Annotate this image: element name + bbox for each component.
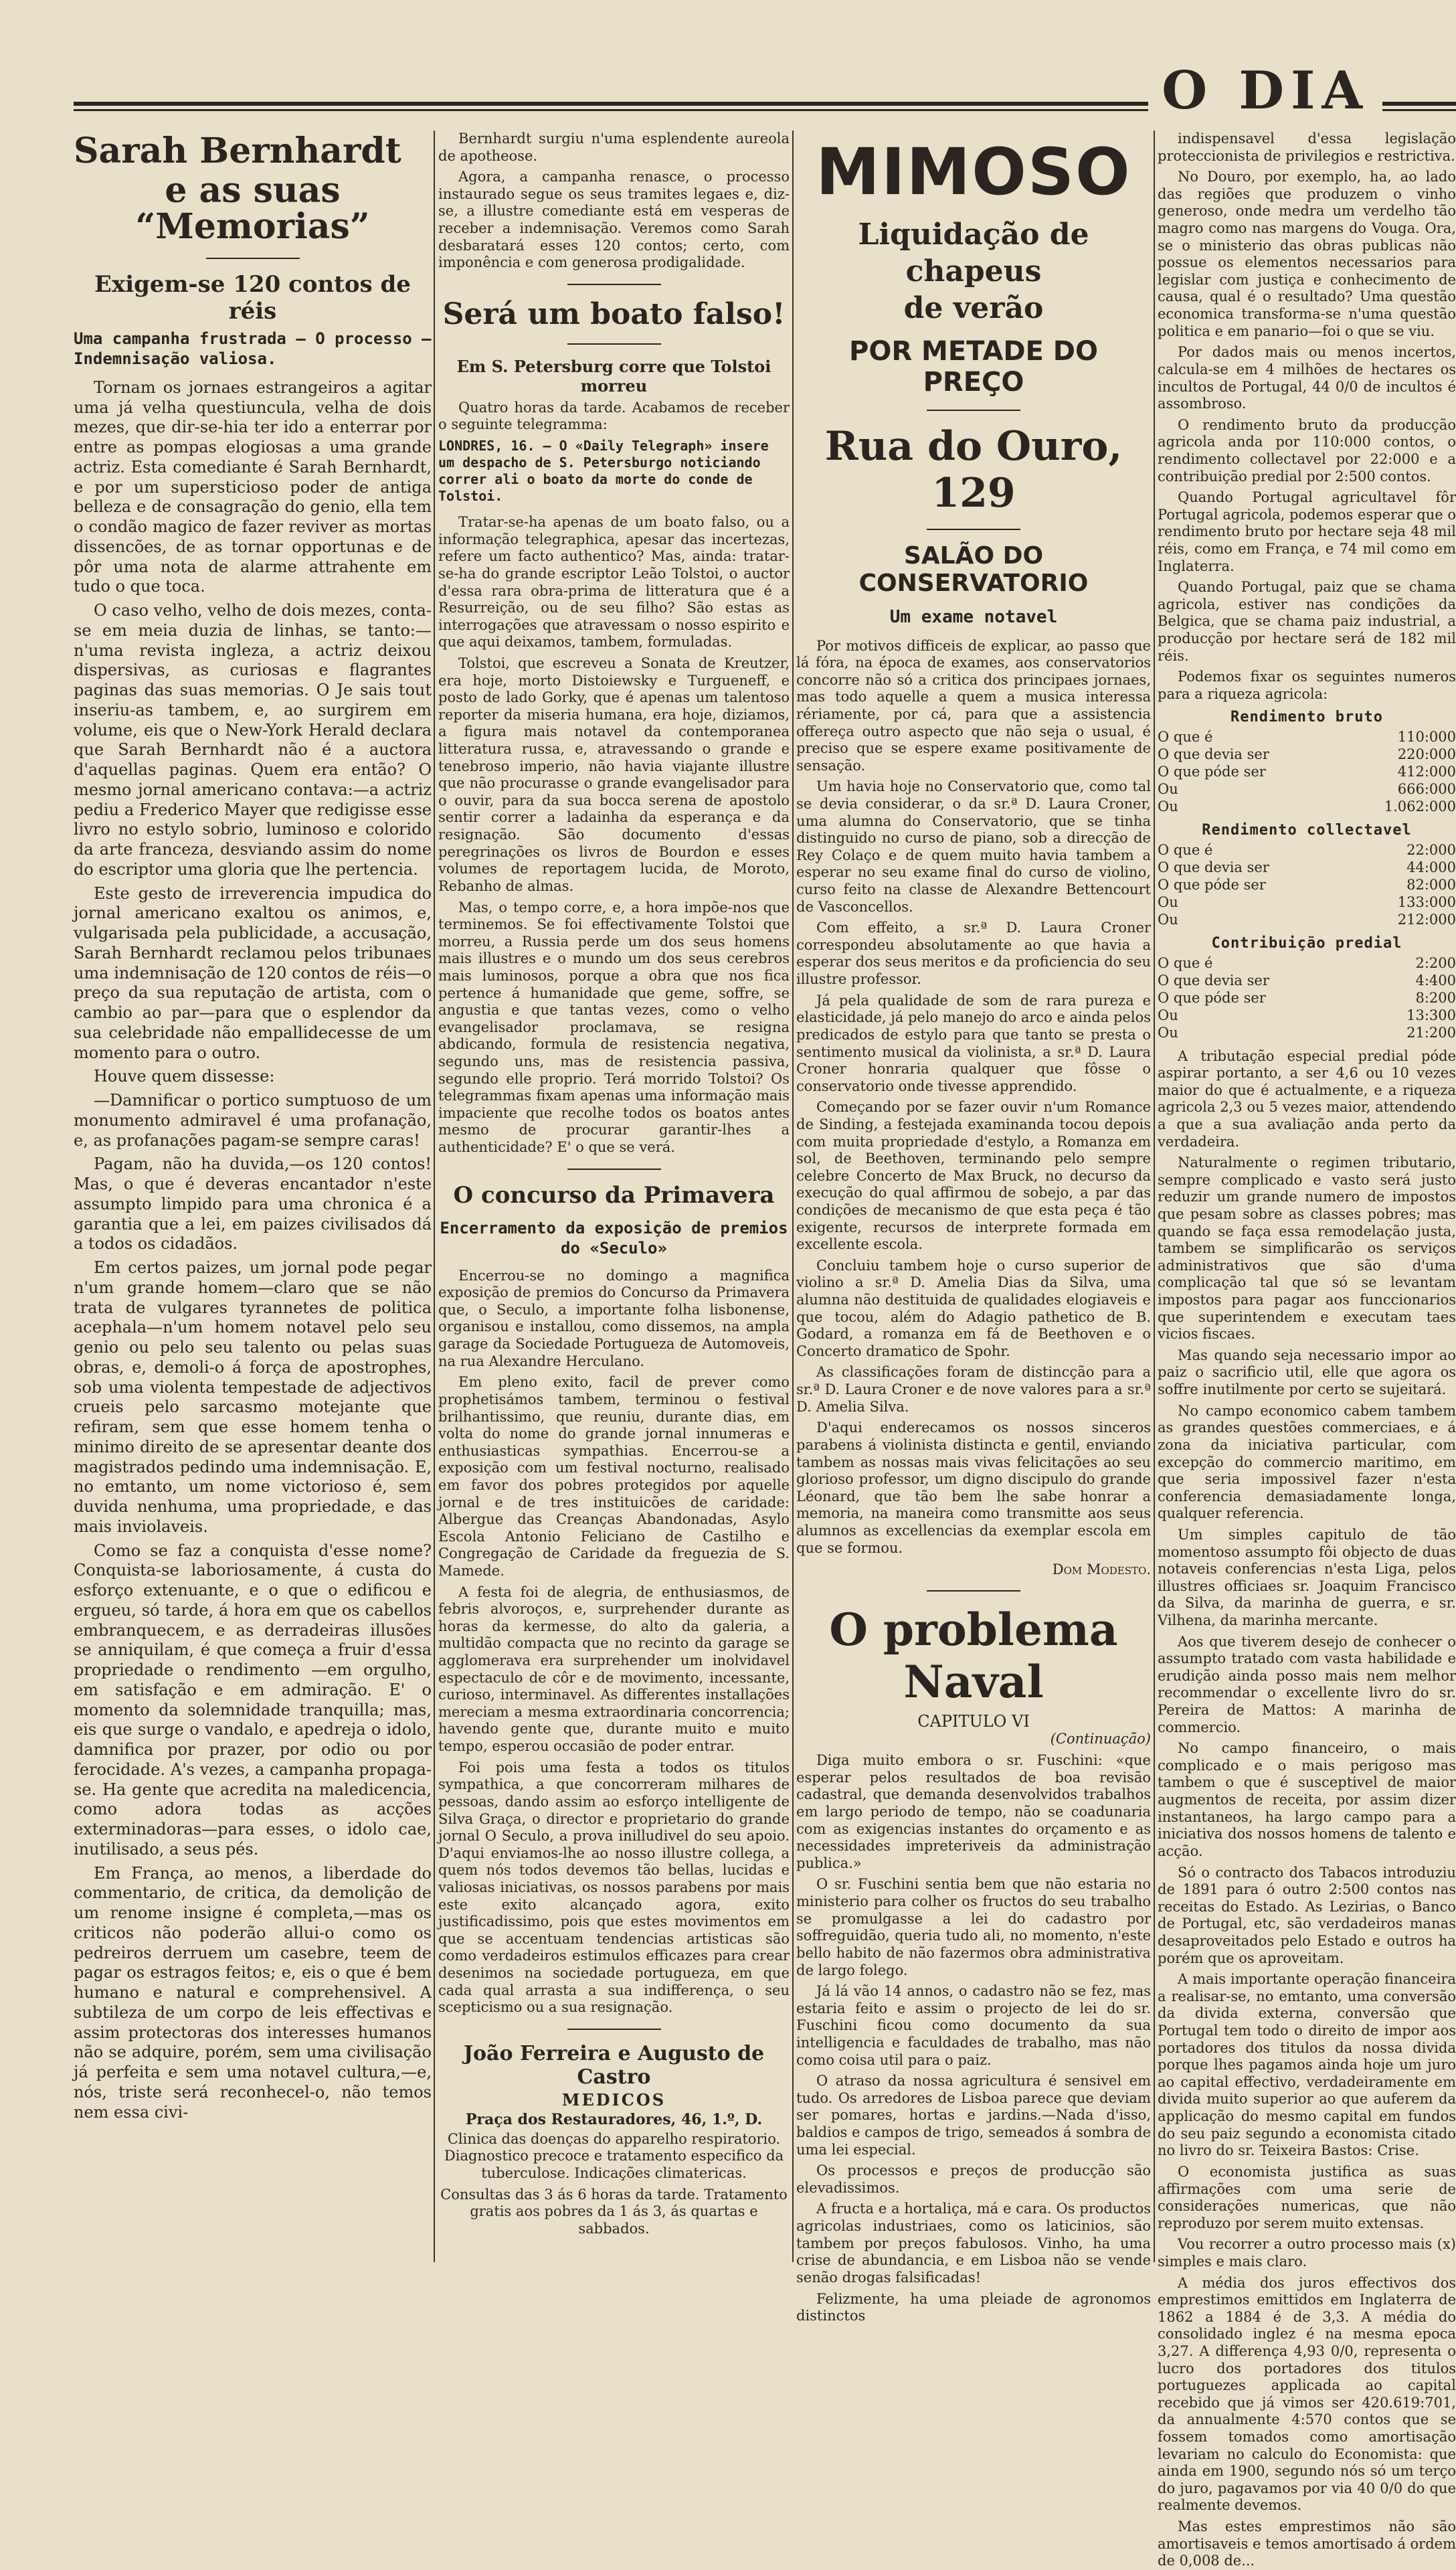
row-value: 220:000 [1397,746,1456,762]
row-label: Ou [1158,911,1178,928]
article-continuation [1158,131,1456,703]
table-row [1158,859,1456,876]
paragraph: Já pela qualidade de som de rara pureza e elasticidade, já pelo manejo do arco e ainda pelos predicados de estylo para que tanto se presta o sentimento musical da violinista, a sr.ª D. Laura Croner honraria qualquer que fôsse o conservatorio onde tivesse apprendido. [796,992,1151,1094]
table-row [1158,954,1456,972]
article-body [74,378,432,2123]
ad-text: Clinica das doenças do apparelho respiratorio. Diagnostico precoce e tratamento especifico da tuberculose. Indicações climatericas. [444,2130,784,2182]
paragraph: Encerrou-se no domingo a magnifica exposição de premios do Concurso da Primavera que, o Seculo, a importante folha lisbonense, organisou e installou, como dissemos, na ampla garage da Sociedade Portugueza de Automoveis, na rua Alexandre Herculano. [438,1267,790,1369]
row-value: 21:200 [1406,1024,1456,1041]
paragraph: A mais importante operação financeira a realisar-se, no emtanto, uma conversão da divida externa, conversão que Portugal tem todo o direito de impor aos portadores dos titulos da nossa divida porque lhes pagamos ainda hoje um juro ao capital effectivo, verdadeiramente em divida muito superior ao que auferem da applicação do mesmo capital em fundos do seu paiz segundo a economista citado no livro do sr. Teixeira Bastos: Crise. [1158,1971,1456,2159]
exame-body [796,638,1151,1557]
subheadline-tolstoi: Em S. Petersburg corre que Tolstoi morreu [456,356,771,396]
paragraph: O rendimento bruto da producção agricola anda por 110:000 contos, o rendimento collectavel por 22:000 e a contribuição predial por 2:500 contos. [1158,416,1456,485]
divider [927,410,1020,411]
paragraph: Em França, ao menos, a liberdade do commentario, de critica, da demolição de um renome insigne é completa,—mas os criticos não poderão allui-o como os pedreiros derruem um casebre, teem de pagar os estragos feitos; e, eis o que é bem humano e natural e comprehensivel. A subtileza de um corpo de leis effectivas e assim protectoras dos interesses humanos não se adquire, porém, sem uma civilisação já perfeita e sem uma notavel cultura,—e, nós, triste será reconhecel-o, não temos nem essa civi- [74,1863,432,2122]
column-3 [796,131,1151,2324]
paragraph: O atraso da nossa agricultura é sensivel em tudo. Os arredores de Lisboa parece que deviam ser pomares, hortas e jardins.—Nada d'isso, baldios e campos de trigo, semeados á sombra de uma lei especial. [796,2073,1151,2158]
subheadline-exame: Um exame notavel [889,607,1058,627]
paragraph: Foi pois uma festa a todos os titulos sympathica, a que concorreram milhares de pessoas, dando assim ao esforço intelligente de Silva Graça, o director e proprietario do grande jornal O Seculo, a prova inilludivel do seu apoio. D'aqui enviamos-lhe ao nosso illustre collega, a quem nós todos devemos tão bellas, lucidas e valiosas iniciativas, os nossos parabens por mais este exito alcançado agora, exito justificadissimo, pois que estes movimentos em que se accentuam tendencias artisticas são como verdadeiros estimulos efficazes para crear desenimos na sociedade portugueza, em que cada qual arrasta a sua indifferença, o seu scepticismo ou a sua resignação. [438,1759,790,2016]
row-label: O que devia ser [1158,859,1269,875]
row-label: Ou [1158,798,1178,815]
table-title: Contribuição predial [1211,934,1402,952]
divider [206,258,300,259]
paragraph: Diga muito embora o sr. Fuschini: «que esperar pelos resultados de boa revisão cadastral, que demanda desenvolvidos trabalhos em largo periodo de tempo, não se coadunaria com as exigencias instantes do orçamento e as necessidades impreteriveis da administração publica.» [796,1752,1151,1871]
column-2 [438,131,790,2262]
table-row [1158,841,1456,859]
row-label: Ou [1158,780,1178,797]
table-row [1158,746,1456,763]
divider [567,1169,661,1170]
table-title: Rendimento collectavel [1202,821,1412,839]
paragraph: O sr. Fuschini sentia bem que não estaria no ministerio para colher os fructos do seu trabalho se promulgasse a lei do cadastro por soffreguidão, queria tudo ali, no momento, n'este bello habito de não fazermos obra administrativa de largo folego. [796,1876,1151,1978]
table-row [1158,893,1456,911]
row-value: 1.062:000 [1384,798,1456,815]
section-conservatorio: SALÃO DO CONSERVATORIO [858,542,1089,597]
row-label: O que é [1158,841,1213,858]
signature: Dom Modesto. [1052,1561,1151,1578]
newspaper-title: O DIA [1148,60,1382,121]
ad-doctors-names: João Ferreira e Augusto de Castro [463,2041,765,2089]
table-row [1158,763,1456,780]
row-value: 13:300 [1406,1007,1456,1023]
paragraph: Como se faz a conquista d'esse nome? Conquista-se laboriosamente, á custa do esforço extenuante, e o que o edificou e ergueu, só tarde, á hora em que os cabellos embranquecem, e as derradeiras illusões se anniquilam, é que começa a fruir d'essa propriedade o rendimento —em orgulho, em satisfação e em admiração. E' o momento da solemnidade tranquilla; mas, eis que surge o vandalo, e apedreja o idolo, damnifica por prazer, por odio ou por ferocidade. A's vezes, a campanha propaga-se. Ha gente que acredita na maledicencia, como adora todas as acções exterminadoras—para esses, o idolo cae, inutilisado, a seus pés. [74,1541,432,1859]
paragraph: Quando Portugal, paiz que se chama agricola, estiver nas condições da Belgica, que se chama paiz industrial, a producção por hectare será de 182 mil réis. [1158,579,1456,664]
row-value: 2:200 [1415,954,1456,971]
row-value: 4:400 [1415,972,1456,989]
telegram: LONDRES, 16. — O «Daily Telegraph» insere um despacho de S. Petersburgo noticiando correr ali o boato da morte do conde de Tolstoi. [438,438,769,505]
table-row [1158,1024,1456,1041]
ad-price: POR METADE DO PREÇO [849,336,1098,398]
table-row [1158,972,1456,989]
paragraph: Por dados mais ou menos incertos, calcula-se em 4 milhões de hectares os incultos de Portugal, 44 0/0 de incultos é assombroso. [1158,344,1456,412]
paragraph: Podemos fixar os seguintes numeros para a riqueza agricola: [1158,669,1456,702]
tolstoi-intro: Quatro horas da tarde. Acabamos de receber o seguinte telegramma: [438,399,790,433]
ad-address: Rua do Ouro, 129 [824,423,1123,517]
row-value: 82:000 [1406,876,1456,893]
headline-sarah: Sarah Bernhardt [74,131,401,171]
paragraph: Tolstoi, que escreveu a Sonata de Kreutzer, era hoje, morto Distoiewsky e Turgueneff, e posto de lado Gorky, que é apenas um talentoso reporter da miseria humana, era hoje, diziamos, a figura mais notavel da contemporanea litteratura russa, e, atravessando o grande e tenebroso imperio, não havia viajante illustre que não procurasse o grande evangelisador para o ouvir, para da sua bocca serena de apostolo sentir correr a ladainha da esperança e da resignação. São documento d'essas peregrinações os livros de Bourdon e esses volumes de reportagem lucida, de Moroto, Rebanho de almas. [438,655,790,894]
row-label: O que devia ser [1158,972,1269,989]
article-deck: Uma campanha frustrada — O processo — Indemnisação valiosa. [74,329,432,368]
paragraph: O caso velho, velho de dois mezes, conta-se em meia duzia de linhas, se tanto:—n'uma revista ingleza, a actriz deixou dispersivas, as curiosas e flagrantes paginas das suas memorias. O Je sais tout inseriu-as tambem, e, ao surgirem em volume, eis que o New-York Herald declara que Sarah Bernhardt não é a auctora d'aquellas paginas. Quem era então? O mesmo jornal americano contava:—a actriz pediu a Frederico Mayer que redigisse esse livro no estylo sobrio, luminoso e colorido da arte franceza, desviando assim do nome do escriptor uma gloria que lhe pertencia. [74,601,432,879]
table-row [1158,798,1456,815]
paragraph: A fructa e a hortaliça, má e cara. Os productos agricolas industriaes, como os laticinios, são tambem por preços fabulosos. Vinho, ha uma crise de abundancia, e em Lisboa não se vende senão drogas falsificadas! [796,2201,1151,2286]
row-value: 412:000 [1397,763,1456,780]
row-label: O que póde ser [1158,876,1266,893]
ad-hours: Consultas das 3 ás 6 horas da tarde. Tratamento gratis aos pobres da 1 ás 3, ás quartas e sabbados. [440,2186,788,2237]
paragraph: As classificações foram de distincção para a sr.ª D. Laura Croner e de nove valores para a sr.ª D. Amelia Silva. [796,1364,1151,1415]
divider [927,529,1020,530]
statistics-table [1158,841,1456,928]
paragraph: Tornam os jornaes estrangeiros a agitar uma já velha questiuncula, velha de dois mezes, que dir-se-hia ter ido a enterrar por entre as pompas elogiosas a uma grande actriz. Esta comediante é Sarah Bernhardt, e por um supersticioso poder de antiga belleza e de consagração do genio, ella tem o condão magico de fazer reviver as mortas dissencões, de as tornar opportunas e de pôr uma nota de alarme attrahente em tudo o que toca. [74,377,432,596]
column-divider [1154,131,1155,2262]
paragraph: A tributação especial predial póde aspirar portanto, a ser 4,6 ou 10 vezes maior do que é actualmente, e a riqueza agricola 2,3 ou 5 vezes maior, attendendo a que a sua avaliação anda perto da verdadeira. [1158,1047,1456,1150]
paragraph: Só o contracto dos Tabacos introduziu de 1891 para ó outro 2:500 contos nas receitas do Estado. As Lezirias, o Banco de Portugal, etc, são verdadeiros manas desaproveitados pelo Estado e outros ha porém que os aproveitam. [1158,1864,1456,1966]
paragraph: A festa foi de alegria, de enthusiasmos, de febris alvoroços, e, surprehender durante as horas da kermesse, do alto da galeria, a multidão compacta que no recinto da garage se agglomerava era surprehender um inolvidavel espectaculo de côr e de movimento, incessante, curioso, interminavel. As differentes installações mereciam a mesma extraordinaria concorrencia; havendo gente que, durante muito e muito tempo, esperou occasião de poder entrar. [438,1583,790,1755]
paragraph: Bernhardt surgiu n'uma esplendente aureola de apotheose. [438,131,790,164]
paragraph: Em pleno exito, facil de prever como prophetisámos tambem, terminou o festival brilhantissimo, que reuniu, durante dias, em volta do nome do grande jornal innumeras e enthusiasticas sympathias. Encerrou-se a exposição com um festival nocturno, realisado em favor dos pobres protegidos por aquelle jornal e de tres instituicões de caridade: Albergue das Creanças Abandonadas, Asylo Escola Antonio Feliciano de Castilho e Congregação de Caridade da freguezia de S. Mamede. [438,1374,790,1579]
table-row [1158,911,1456,928]
article-continuation [438,131,790,272]
paragraph: O economista justifica as suas affirmações com uma serie de considerações numericas, que não reproduzo por serem muito extensas. [1158,2163,1456,2231]
paragraph: No campo financeiro, o mais complicado e o mais perigoso mas tambem o que é susceptivel de maior augmentos de receita, por assim dizer instantaneos, ha largo campo para a iniciativa dos nossos homens de talento e acção. [1158,1740,1456,1859]
row-label: O que póde ser [1158,989,1266,1006]
paragraph: Tratar-se-ha apenas de um boato falso, ou a informação telegraphica, apesar das incertezas, refere um facto authentico? Mas, ainda: tratar-se-ha do grande escriptor Leão Tolstoi, o auctor d'essa rara obra-prima de litteratura que é a Resurreição, ou de seu filho? São estas as interrogações que atravessam o nosso espirito e que aqui deixamos, tambem, formuladas. [438,514,790,651]
row-value: 8:200 [1415,989,1456,1006]
table-row [1158,780,1456,798]
ad-mimoso-title: MIMOSO [816,135,1131,209]
headline-concurso: O concurso da Primavera [453,1181,775,1209]
paragraph: Mas, o tempo corre, e, a hora impõe-nos que terminemos. Se foi effectivamente Tolstoi que morreu, a Russia perde um dos seus homens mais illustres e o mundo um dos seus cerebros mais luminosos, porque a obra que nos fica pertence á humanidade que geme, soffre, se angustia e que tantas vezes, como o velho evangelisador proclamava, se resigna abdicando, formula de resistencia negativa, segundo uns, mas de resistencia passiva, segundo elle proprio. Terá morrido Tolstoi? Os telegrammas fixam apenas uma informação mais impaciente que recolhe todos os boatos antes mesmo de procurar garantir-lhes a authenticidade? E' o que se verá. [438,899,790,1156]
paragraph: No Douro, por exemplo, ha, ao lado das regiões que produzem o vinho generoso, onde medra um verdelho tão magro como nas margens do Vouga. Ora, se o ministerio das obras publicas não possue os elementos necessarios para legislar com justiça e conhecimento de causa, qual é o resultado? Uma questão economica transforma-se n'uma questão politica e em panario—foi o que se viu. [1158,169,1456,339]
row-label: O que póde ser [1158,763,1266,780]
row-value: 110:000 [1397,728,1456,745]
chapter-label: CAPITULO VI [917,1712,1030,1731]
row-value: 212:000 [1397,911,1456,928]
column-divider [434,131,435,2262]
row-label: O que é [1158,954,1213,971]
paragraph: indispensavel d'essa legislação proteccionista de privilegios e restrictiva. [1158,131,1456,164]
masthead [0,60,1456,121]
row-value: 22:000 [1406,841,1456,858]
table-title: Rendimento bruto [1231,708,1383,725]
column-4 [1158,131,1456,2569]
row-label: O que é [1158,728,1213,745]
row-value: 133:000 [1397,893,1456,910]
paragraph: —Damnificar o portico sumptuoso de um monumento admiravel é uma profanação, e, as profanações pagam-se sempre caras! [74,1091,432,1150]
paragraph: Já lá vão 14 annos, o cadastro não se fez, mas estaria feito e assim o projecto de lei do sr. Fuschini ficou como documento da sua intelligencia e faculdades de trabalho, mas não como coisa util para o paiz. [796,1983,1151,2068]
paragraph: No campo economico cabem tambem as grandes questões commerciaes, e á zona da iniciativa particular, com excepção do commercio maritimo, em que seria impossivel fazer n'esta conferencia demasiadamente longa, qualquer referencia. [1158,1402,1456,1522]
divider [567,343,661,345]
subheadline: Exigem-se 120 contos de réis [94,270,411,325]
paragraph: Aos que tiverem desejo de conhecer o assumpto tratado com vasta habilidade e erudição ainda posso mais nem melhor recommendar o excellente livro do sr. Pereira de Mattos: A marinha de commercio. [1158,1633,1456,1735]
table-row [1158,989,1456,1007]
ad-medicos: MEDICOS [561,2089,666,2110]
naval-body [796,1752,1151,2325]
continuation-label: (Continuação) [1050,1731,1151,1747]
ad-address: Praça dos Restauradores, 46, 1.º, D. [465,2110,763,2128]
paragraph: Agora, a campanha renasce, o processo instaurado segue os seus tramites legaes e, diz-se, a illustre comediante está em vesperas de receber a indemnisação. Veremos como Sarah desbaratará esses 120 contos; certo, com imponência e com generosa prodigalidade. [438,169,790,271]
paragraph: Por motivos difficeis de explicar, ao passo que lá fóra, na época de exames, aos conservatorios concorre não só a critica dos principaes jornaes, mas todo aquelle a quem a musica interessa rériamente, por cá, para que a assistencia offereça outro aspecto que não seja o usual, é preciso que se espere exame positivamente de sensação. [796,637,1151,774]
paragraph: Começando por se fazer ouvir n'um Romance de Sinding, a festejada examinanda tocou depois com muita propriedade d'estylo, a Romanza em sol, de Beethoven, terminando pelo sempre celebre Concerto de Max Bruck, no decurso da execução do qual affirmou de sobejo, a par das condições de mecanismo de que esta peça é tão exigente, recursos de interprete formada em excellente escola. [796,1099,1151,1253]
paragraph: Vou recorrer a outro processo mais (x) simples e mais claro. [1158,2236,1456,2269]
paragraph: Mas estes emprestimos não são amortisaveis e temos amortisado á ordem de 0,008 de... [1158,2518,1456,2569]
paragraph: Quando Portugal agricultavel fôr Portugal agricola, podemos esperar que o rendimento bruto por hectare seja 48 mil réis, como em França, e 74 mil como em Inglaterra. [1158,489,1456,574]
subheadline-concurso: Encerramento da exposição de premios do «Seculo» [440,1218,788,1258]
paragraph: Naturalmente o regimen tributario, sempre complicado e vasto será justo reduzir um grande numero de impostos que pesam sobre as classes pobres; mas quando se faça essa remodelação justa, tambem se simplificarão os serviços administrativos que são d'uma complicação tal que só se levantam impostos para pagar aos funccionarios que superintendem e executam taes vicios fiscaes. [1158,1154,1456,1343]
column-1 [74,131,432,2262]
statistics-table [1158,954,1456,1041]
paragraph: Em certos paizes, um jornal pode pegar n'um grande homem—claro que se não trata de vulgares tyrannetes de politica acephala—n'um homem notavel pelo seu genio ou pelo seu talento ou pelas suas obras, e, demoli-o á força de apostrophes, sob uma violenta tempestade de adjectivos crueis pelo sarcasmo motejante que refiram, sem que esse homem tenha o minimo direito de se apresentar deante dos magistrados pedindo uma indemnisação. E, no emtanto, um nome victorioso é, sem duvida nenhuma, uma propriedade, e das mais inviolaveis. [74,1258,432,1536]
ad-line-1: Liquidação de chapeus [858,218,1089,288]
headline-memorias: e as suas “Memorias” [135,169,370,248]
table-row [1158,728,1456,746]
article-body [1158,1048,1456,2570]
statistics-table [1158,728,1456,815]
paragraph: Houve quem dissesse: [94,1067,275,1086]
paragraph: A média dos juros effectivos dos emprestimos emittidos em Inglaterra de 1862 a 1884 é de 3,3. A média do consolidado inglez é na mesma epoca 3,27. A differença 4,93 0/0, representa o lucro dos portadores dos titulos portuguezes applicada ao capital recebido que já vimos ser 420.619:701, da annualmente 4:570 contos que se fossem tomados como amortisação levariam no calculo do Economista: que ainda em 1900, segundo nós só um terço do juro, pagavamos por via 40 0/0 do que realmente devemos. [1158,2274,1456,2514]
row-label: Ou [1158,893,1178,910]
table-row [1158,876,1456,893]
tolstoi-body [438,514,790,1156]
divider [927,1590,1020,1592]
concurso-body [438,1268,790,2017]
paragraph: Com effeito, a sr.ª D. Laura Croner correspondeu absolutamente ao que havia a esperar dos seus meritos e da proficiencia do seu illustre professor. [796,920,1151,988]
table-row [1158,1007,1456,1024]
paragraph: Um simples capitulo de tão momentoso assumpto fôi objecto de duas notaveis conferencias n'esta Liga, pelos illustres officiaes sr. Joaquim Francisco da Silva, da marinha de guerra, e sr. Vilhena, da marinha mercante. [1158,1526,1456,1628]
paragraph: Felizmente, ha uma pleiade de agronomos distinctos [796,2290,1151,2324]
divider [567,2029,661,2030]
headline-naval: O problema Naval [829,1604,1118,1709]
paragraph: Pagam, não ha duvida,—os 120 contos! Mas, o que é deveras encantador n'este assumpto limpido para uma chronica é a garantia que a lei, em paizes civilisados dá a todos os cidadãos. [74,1154,432,1254]
paragraph: Os processos e preços de producção são elevadissimos. [796,2162,1151,2196]
row-value: 44:000 [1406,859,1456,875]
paragraph: Mas quando seja necessario impor ao paiz o sacrificio util, elle que agora os soffre inutilmente por certo se sujeitará. [1158,1347,1456,1398]
paragraph: Concluiu tambem hoje o curso superior de violino a sr.ª D. Amelia Dias da Silva, uma alumna não destituida de qualidades elogiaveis e que tocou, além do Adagio pathetico de B. Godard, a romanza em fá de Beethoven e o Concerto dramatico de Spohr. [796,1257,1151,1359]
ad-line-2: de verão [903,291,1044,325]
paragraph: Este gesto de irreverencia impudica do jornal americano exaltou os animos, e, vulgarisada pela publicidade, a accusação, Sarah Bernhardt reclamou pelos tribunaes uma indemnisação de 120 contos de réis—o preço da sua reputação de artista, com o cambio ao par—para que o esplendor da sua celebridade não empallidecesse de um momento para o outro. [74,883,432,1062]
divider [567,284,661,285]
row-value: 666:000 [1397,780,1456,797]
row-label: Ou [1158,1024,1178,1041]
statistics-tables [1158,709,1456,1041]
row-label: O que devia ser [1158,746,1269,762]
column-divider [792,131,794,2262]
paragraph: Um havia hoje no Conservatorio que, como tal se devia considerar, o da sr.ª D. Laura Croner, uma alumna do Conservatorio, que se tinha distinguido no curso de piano, sob a direcção de Rey Colaço e de quem muito havia tambem a esperar no seu exame final do curso de violino, curso feito na classe de Alexandre Bettencourt de Vasconcellos. [796,778,1151,915]
headline-tolstoi: Será um boato falso! [442,296,786,331]
paragraph: D'aqui enderecamos os nossos sinceros parabens á violinista distincta e gentil, enviando tambem as nossas mais vivas felicitações ao seu glorioso professor, um digno discipulo do grande Léonard, que tão bem lhe sabe honrar a memoria, na maneira como transmitte aos seus alumnos as excellencias da exemplar escola em que se formou. [796,1420,1151,1556]
row-label: Ou [1158,1007,1178,1023]
